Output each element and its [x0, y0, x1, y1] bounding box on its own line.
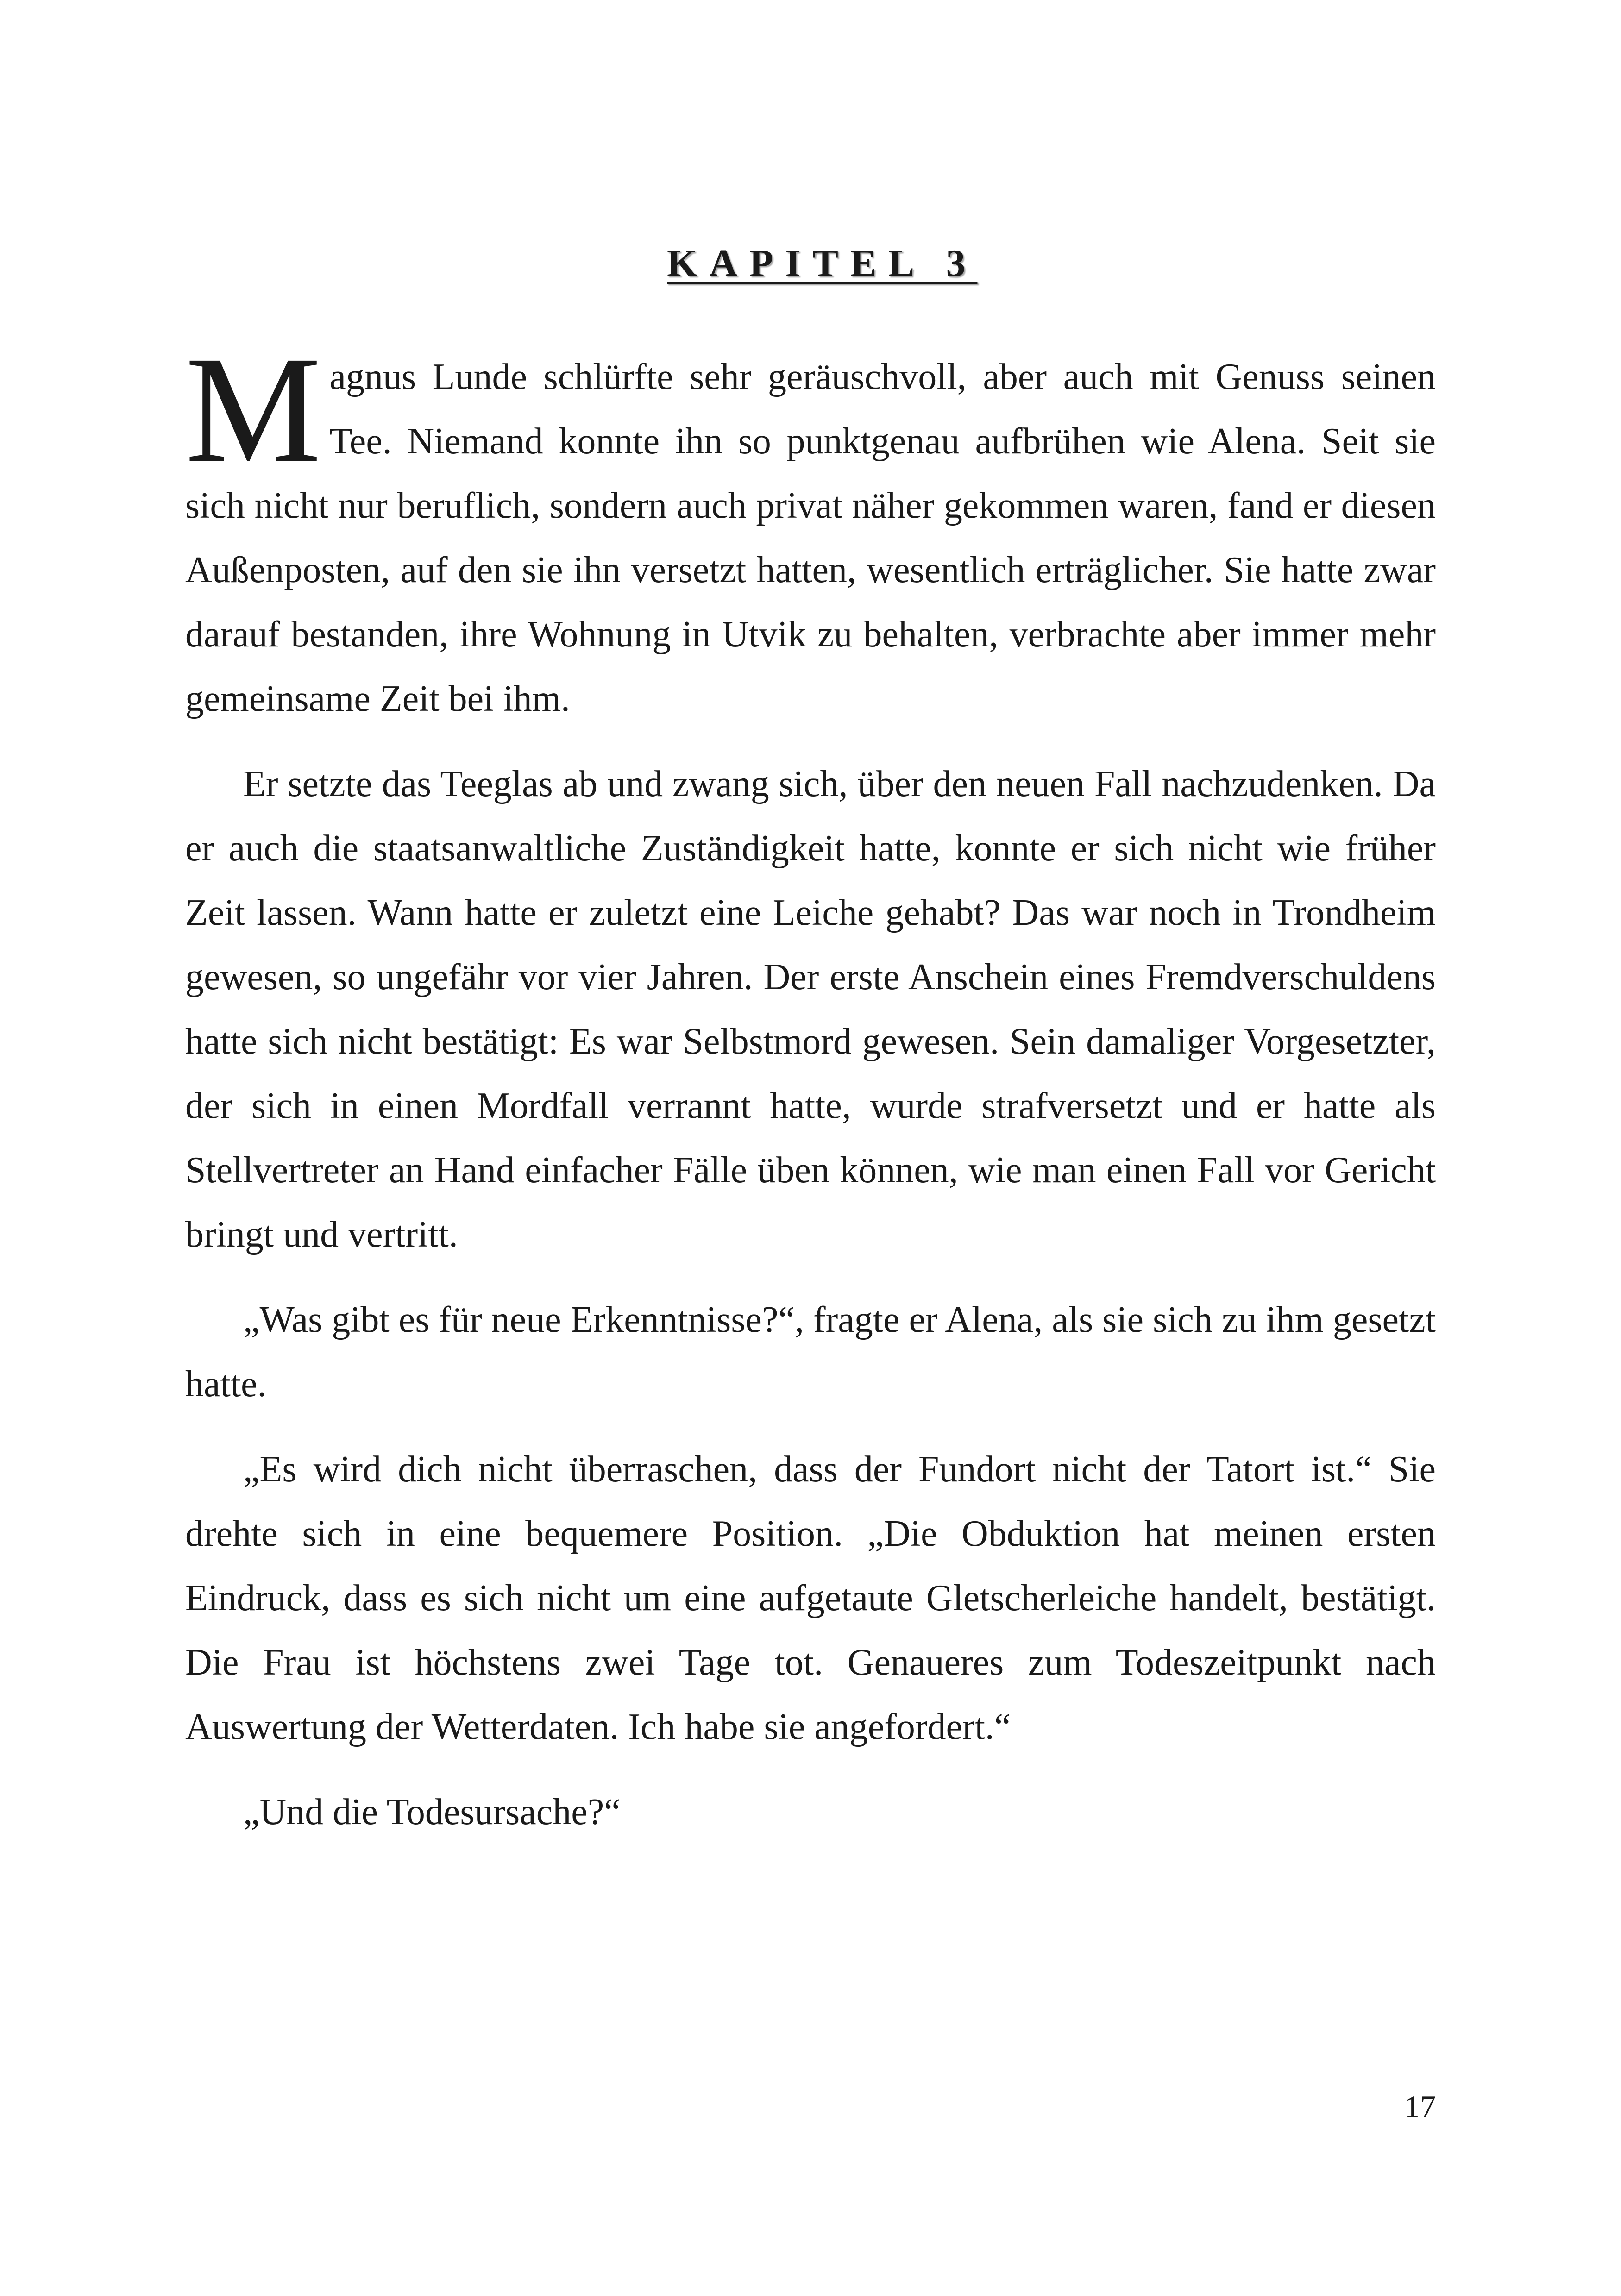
paragraph-3: „Was gibt es für neue Erkenntnisse?“, fragte er Alena, als sie sich zu ihm gesetzt hatte. [185, 1299, 1436, 1405]
paragraph-1-text: agnus Lunde schlürfte sehr geräuschvoll, aber auch mit Genuss seinen Tee. Niemand konnte ihn so punktgenau aufbrühen wie Alena. Seit sie sich nicht nur beruflich, sondern auch privat näher gekommen waren, fand er diesen Außenposten, auf den sie ihn versetzt hatten, wesentlich erträglicher. Sie hatte zwar darauf bestanden, ihre Wohnung in Utvik zu behalten, verbrachte aber immer mehr gemeinsame Zeit bei ihm. [185, 357, 1436, 719]
paragraph-5: „Und die Todesursache?“ [243, 1792, 621, 1832]
paragraph-1 [185, 325, 1436, 731]
paragraph-4: „Es wird dich nicht überraschen, dass der Fundort nicht der Tatort ist.“ Sie drehte sich in eine bequemere Position. „Die Obduktion hat meinen ersten Eindruck, dass es sich nicht um eine aufgetaute Gletscherleiche handelt, bestätigt. Die Frau ist höchstens zwei Tage tot. Genaueres zum Todeszeitpunkt nach Auswertung der Wetterdaten. Ich habe sie angefordert.“ [185, 1449, 1436, 1747]
page-number: 17 [1404, 2089, 1436, 2124]
paragraph-2: Er setzte das Teeglas ab und zwang sich, über den neuen Fall nachzudenken. Da er auch die staatsanwaltliche Zuständigkeit hatte, konnte er sich nicht wie früher Zeit lassen. Wann hatte er zuletzt eine Leiche gehabt? Das war noch in Trondheim gewesen, so ungefähr vor vier Jahren. Der erste Anschein eines Fremdverschuldens hatte sich nicht bestätigt: Es war Selbstmord gewesen. Sein damaliger Vorgesetzter, der sich in einen Mordfall verrannt hatte, wurde strafversetzt und er hatte als Stellvertreter an Hand einfacher Fälle üben können, wie man einen Fall vor Gericht bringt und vertritt. [185, 764, 1436, 1255]
body-text [185, 325, 1436, 1865]
chapter-heading: KAPITEL 3 [667, 242, 978, 285]
drop-cap: M [185, 325, 321, 494]
